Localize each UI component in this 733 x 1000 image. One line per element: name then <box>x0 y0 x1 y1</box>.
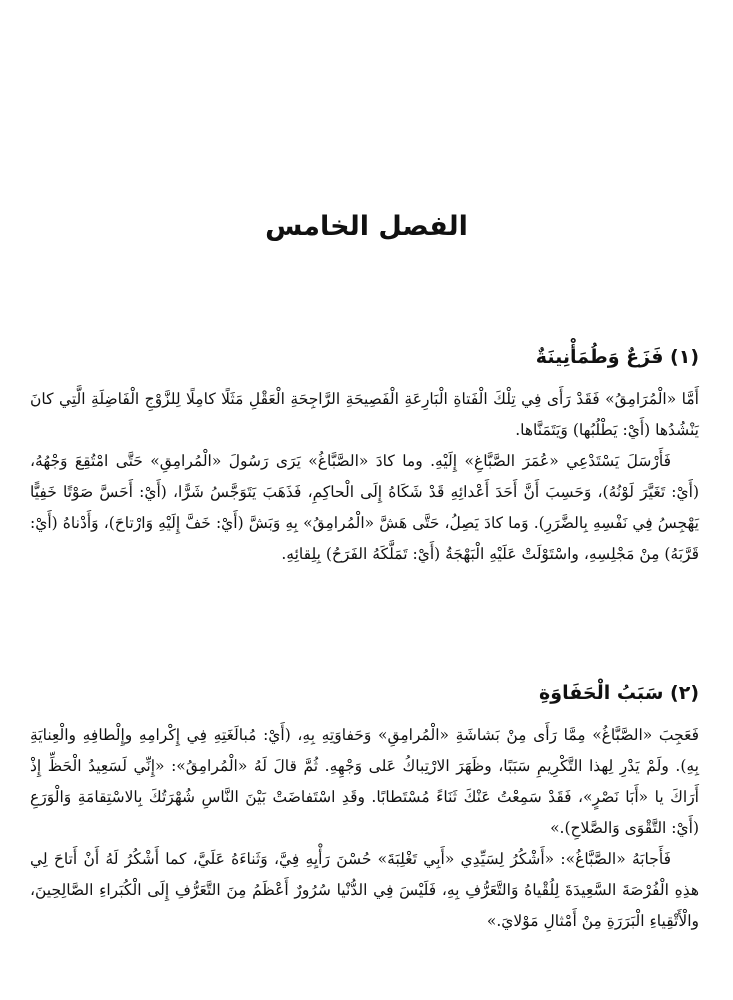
paragraph: فَأَرْسَلَ يَسْتَدْعِي «عُمَرَ الصَّبَّاغِ» إِلَيْهِ. وما كادَ «الصَّبَّاغُ» يَرَى رَسُولَ «الْمُرامِقِ» حَتَّى امْتُقِعَ وَجْهُهُ، (أَيْ: تَغَيَّرَ لَوْنُهُ)، وَحَسِبَ أَنَّ أَحَدَ أَعْدائِهِ قَدْ شَكَاهُ إِلَى الْحاكِمِ، فَذَهَبَ يَتَوَجَّسُ شَرًّا، (أَيْ: أَحَسَّ صَوْتًا خَفِيًّا يَهْجِسُ فِي نَفْسِهِ بِالضَّرَرِ). وَما كادَ يَصِلُ، حَتَّى هَشَّ «الْمُرامِقُ» بِهِ وَبَشَّ (أَيْ: خَفَّ إِلَيْهِ وَارْتاحَ)، وَأَدْناهُ (أَيْ: قَرَّبَهُ) مِنْ مَجْلِسِهِ، واسْتَوْلَتْ عَلَيْهِ الْبَهْجَةُ (أَيْ: تَمَلَّكَهُ الفَرَحُ) بِلِقائِهِ. <box>30 452 699 563</box>
chapter-title: الفصل الخامس <box>265 211 468 242</box>
section-reason-for-hospitality <box>30 676 699 937</box>
paragraph: فَأَجابَهُ «الصَّبَّاغُ»: «أَشْكُرُ لِسَيِّدِي «أَبِي تَغْلِبَةَ» حُسْنَ رَأْيِهِ فِيَّ، وَثَناءَهُ عَلَيَّ، كما أَشْكُرُ لَهُ أَنْ أَتاحَ لِي هذِهِ الْفُرْصَةَ السَّعِيدَةَ لِلُقْياهُ وَالتَّعَرُّفِ بِهِ، فَلَيْسَ فِي الدُّنْيا سُرُورٌ أَعْظَمُ مِنَ التَّعَرُّفِ إِلَى الْكُبَراءِ الصَّالِحِينَ، والْأَتْقِياءِ الْبَرَرَةِ مِنْ أَمْثالِ مَوْلايَ.» <box>30 850 699 930</box>
paragraph: فَعَجِبَ «الصَّبَّاغُ» مِمَّا رَأَى مِنْ بَشاشَةِ «الْمُرامِقِ» وَحَفاوَتِهِ بِهِ، (أَيْ: مُبالَغَتِهِ فِي إِكْرامِهِ وإِلْطافِهِ والْعِنايَةِ بِهِ). ولَمْ يَدْرِ لِهذا التَّكْرِيمِ سَبَبًا، وظَهَرَ الارْتِباكُ عَلى وَجْهِهِ. ثُمَّ قالَ لَهُ «الْمُرامِقُ»: «إِنِّي لَسَعِيدُ الْحَظِّ إِذْ أَرَاكَ يا «أَبَا نَصْرٍ»، فَقَدْ سَمِعْتُ عَنْكَ ثَنَاءً مُسْتَطابًا. وقَدِ اسْتَفاضَتْ بَيْنَ النَّاسِ شُهْرَتُكَ بِالاسْتِقامَةِ وَالْوَرَعِ (أَيْ: التَّقْوَى وَالصَّلاحِ).» <box>30 726 699 837</box>
paragraph: أَمَّا «الْمُرَامِقُ» فَقَدْ رَأَى فِي تِلْكَ الْفَتاةِ الْبَارِعَةِ الْفَصِيحَةِ الرَّاجِحَةِ الْعَقْلِ مَثَلًا كامِلًا لِلزَّوْجِ الْفَاضِلَةِ الَّتِي كانَ يَنْشُدُها (أَيْ: يَطْلُبُها) وَيَتَمَنَّاها. <box>30 390 699 439</box>
section-heading: (١) فَزَعٌ وَطُمَأْنِينَةٌ <box>535 346 699 368</box>
section-fear-and-calm <box>30 340 699 570</box>
section-heading: (٢) سَبَبُ الْحَفَاوَةِ <box>539 682 699 704</box>
